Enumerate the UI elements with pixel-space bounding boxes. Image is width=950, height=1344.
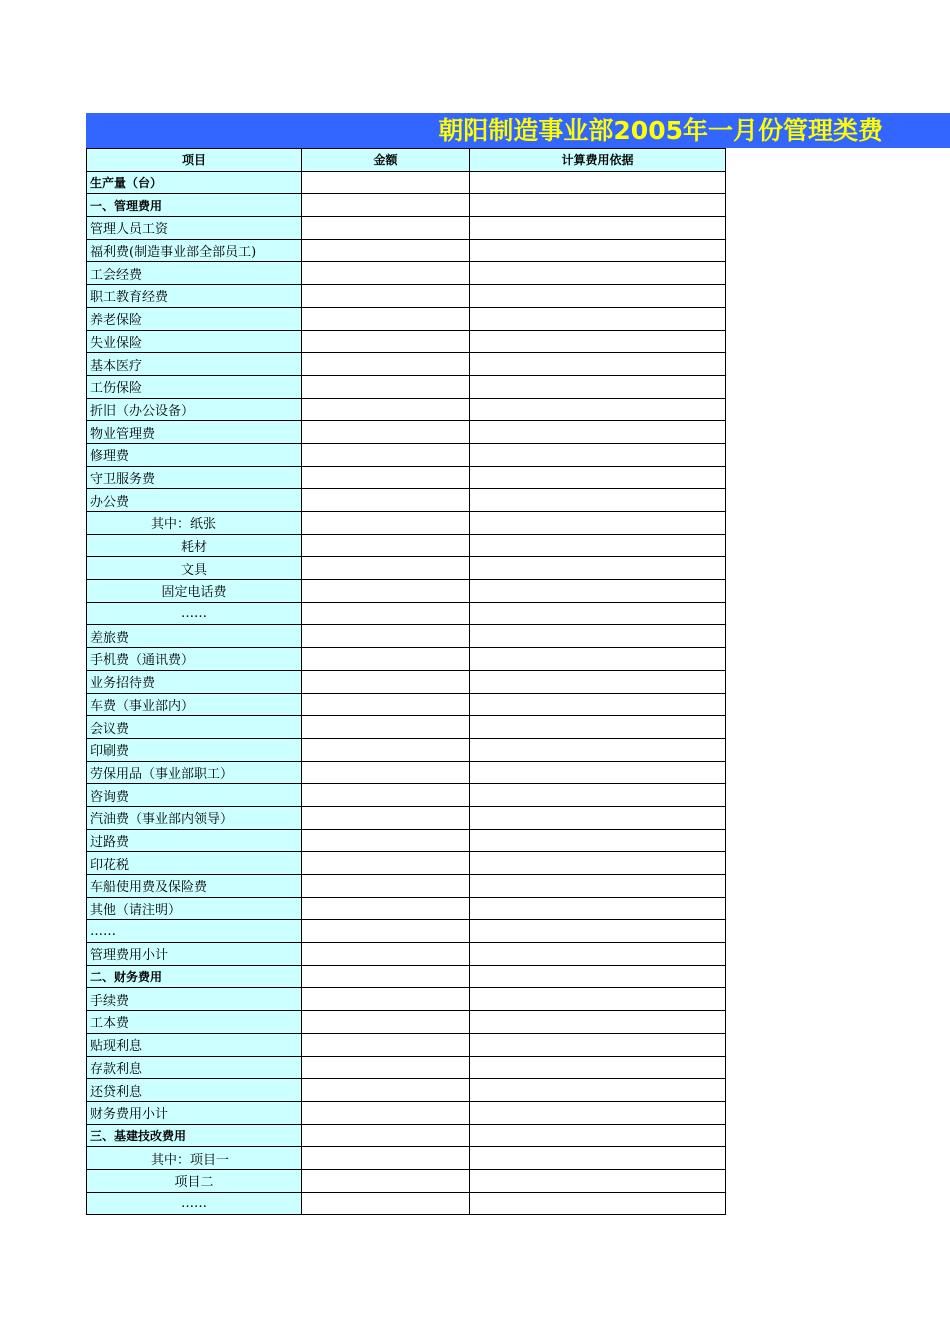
row-label: 其中：项目一 [87, 1147, 302, 1170]
amount-cell[interactable] [302, 988, 470, 1011]
amount-cell[interactable] [302, 920, 470, 943]
basis-cell[interactable] [470, 852, 726, 875]
basis-cell[interactable] [470, 648, 726, 671]
row-label: 福利费(制造事业部全部员工) [87, 239, 302, 262]
basis-cell[interactable] [470, 738, 726, 761]
row-label: 养老保险 [87, 307, 302, 330]
basis-cell[interactable] [470, 217, 726, 240]
amount-cell[interactable] [302, 693, 470, 716]
table-row [87, 466, 726, 489]
header-basis: 计算费用依据 [470, 149, 726, 172]
row-label: 贴现利息 [87, 1033, 302, 1056]
table-row [87, 1192, 726, 1215]
row-label: 财务费用小计 [87, 1101, 302, 1124]
row-label: 工会经费 [87, 262, 302, 285]
table-row [87, 262, 726, 285]
basis-cell[interactable] [470, 716, 726, 739]
table-row [87, 920, 726, 943]
basis-cell[interactable] [470, 1169, 726, 1192]
table-row [87, 988, 726, 1011]
row-label: 失业保险 [87, 330, 302, 353]
amount-cell[interactable] [302, 784, 470, 807]
row-label: 项目二 [87, 1169, 302, 1192]
table-row [87, 761, 726, 784]
table-row [87, 398, 726, 421]
amount-cell[interactable] [302, 534, 470, 557]
basis-cell[interactable] [470, 1101, 726, 1124]
basis-cell[interactable] [470, 761, 726, 784]
amount-cell[interactable] [302, 466, 470, 489]
row-label: 咨询费 [87, 784, 302, 807]
row-label: 守卫服务费 [87, 466, 302, 489]
table-row [87, 375, 726, 398]
table-row [87, 171, 726, 194]
basis-cell[interactable] [470, 897, 726, 920]
basis-cell[interactable] [470, 1192, 726, 1215]
table-row [87, 194, 726, 217]
basis-cell[interactable] [470, 875, 726, 898]
table-row [87, 875, 726, 898]
amount-cell[interactable] [302, 443, 470, 466]
table-row [87, 852, 726, 875]
row-label: 其中：纸张 [87, 512, 302, 535]
row-label: 固定电话费 [87, 580, 302, 603]
amount-cell[interactable] [302, 217, 470, 240]
row-label: …… [87, 1192, 302, 1215]
basis-cell[interactable] [470, 239, 726, 262]
amount-cell[interactable] [302, 965, 470, 988]
row-label: 业务招待费 [87, 670, 302, 693]
basis-cell[interactable] [470, 580, 726, 603]
table-row [87, 443, 726, 466]
amount-cell[interactable] [302, 353, 470, 376]
row-label: 存款利息 [87, 1056, 302, 1079]
basis-cell[interactable] [470, 1011, 726, 1034]
amount-cell[interactable] [302, 897, 470, 920]
amount-cell[interactable] [302, 716, 470, 739]
row-label: 折旧（办公设备） [87, 398, 302, 421]
amount-cell[interactable] [302, 602, 470, 625]
table-row [87, 1169, 726, 1192]
sheet-title: 朝阳制造事业部2005年一月份管理类费 [438, 116, 883, 145]
amount-cell[interactable] [302, 1192, 470, 1215]
row-label: 车费（事业部内） [87, 693, 302, 716]
row-label: 管理人员工资 [87, 217, 302, 240]
amount-cell[interactable] [302, 375, 470, 398]
amount-cell[interactable] [302, 239, 470, 262]
row-label: 二、财务费用 [87, 965, 302, 988]
row-label: 过路费 [87, 829, 302, 852]
basis-cell[interactable] [470, 670, 726, 693]
basis-cell[interactable] [470, 1056, 726, 1079]
table-row [87, 648, 726, 671]
header-amount: 金额 [302, 149, 470, 172]
amount-cell[interactable] [302, 829, 470, 852]
basis-cell[interactable] [470, 806, 726, 829]
amount-cell[interactable] [302, 1147, 470, 1170]
amount-cell[interactable] [302, 307, 470, 330]
amount-cell[interactable] [302, 330, 470, 353]
title-bar [86, 113, 950, 148]
table-row [87, 943, 726, 966]
basis-cell[interactable] [470, 443, 726, 466]
amount-cell[interactable] [302, 1056, 470, 1079]
basis-cell[interactable] [470, 330, 726, 353]
table-row [87, 353, 726, 376]
amount-cell[interactable] [302, 557, 470, 580]
table-row [87, 489, 726, 512]
table-row [87, 580, 726, 603]
row-label: 汽油费（事业部内领导） [87, 806, 302, 829]
header-row [87, 149, 726, 172]
row-label: 工伤保险 [87, 375, 302, 398]
row-label: 职工教育经费 [87, 285, 302, 308]
expense-table [86, 148, 726, 1215]
basis-cell[interactable] [470, 943, 726, 966]
basis-cell[interactable] [470, 1124, 726, 1147]
basis-cell[interactable] [470, 965, 726, 988]
amount-cell[interactable] [302, 171, 470, 194]
amount-cell[interactable] [302, 194, 470, 217]
amount-cell[interactable] [302, 875, 470, 898]
row-label: 印刷费 [87, 738, 302, 761]
row-label: 手机费（通讯费） [87, 648, 302, 671]
row-label: 耗材 [87, 534, 302, 557]
basis-cell[interactable] [470, 988, 726, 1011]
amount-cell[interactable] [302, 670, 470, 693]
table-row [87, 625, 726, 648]
table-row [87, 602, 726, 625]
basis-cell[interactable] [470, 171, 726, 194]
table-row [87, 1079, 726, 1102]
table-row [87, 1101, 726, 1124]
basis-cell[interactable] [470, 829, 726, 852]
table-row [87, 1147, 726, 1170]
basis-cell[interactable] [470, 307, 726, 330]
row-label: 手续费 [87, 988, 302, 1011]
row-label: 管理费用小计 [87, 943, 302, 966]
amount-cell[interactable] [302, 285, 470, 308]
basis-cell[interactable] [470, 262, 726, 285]
basis-cell[interactable] [470, 285, 726, 308]
basis-cell[interactable] [470, 489, 726, 512]
amount-cell[interactable] [302, 1169, 470, 1192]
table-body [87, 171, 726, 1215]
basis-cell[interactable] [470, 693, 726, 716]
basis-cell[interactable] [470, 625, 726, 648]
table-row [87, 239, 726, 262]
row-label: 一、管理费用 [87, 194, 302, 217]
row-label: …… [87, 920, 302, 943]
table-row [87, 307, 726, 330]
row-label: 三、基建技改费用 [87, 1124, 302, 1147]
basis-cell[interactable] [470, 557, 726, 580]
amount-cell[interactable] [302, 1101, 470, 1124]
table-row [87, 738, 726, 761]
amount-cell[interactable] [302, 852, 470, 875]
amount-cell[interactable] [302, 262, 470, 285]
table-row [87, 557, 726, 580]
basis-cell[interactable] [470, 534, 726, 557]
amount-cell[interactable] [302, 489, 470, 512]
basis-cell[interactable] [470, 466, 726, 489]
table-row [87, 1011, 726, 1034]
table-row [87, 806, 726, 829]
row-label: 会议费 [87, 716, 302, 739]
amount-cell[interactable] [302, 1011, 470, 1034]
amount-cell[interactable] [302, 421, 470, 444]
table-row [87, 784, 726, 807]
row-label: 劳保用品（事业部职工） [87, 761, 302, 784]
basis-cell[interactable] [470, 398, 726, 421]
basis-cell[interactable] [470, 194, 726, 217]
table-row [87, 1056, 726, 1079]
basis-cell[interactable] [470, 1079, 726, 1102]
amount-cell[interactable] [302, 943, 470, 966]
row-label: 还贷利息 [87, 1079, 302, 1102]
amount-cell[interactable] [302, 625, 470, 648]
amount-cell[interactable] [302, 398, 470, 421]
row-label: 车船使用费及保险费 [87, 875, 302, 898]
amount-cell[interactable] [302, 761, 470, 784]
amount-cell[interactable] [302, 512, 470, 535]
table-row [87, 716, 726, 739]
row-label: 修理费 [87, 443, 302, 466]
basis-cell[interactable] [470, 421, 726, 444]
row-label: 印花税 [87, 852, 302, 875]
table-row [87, 421, 726, 444]
table-row [87, 1033, 726, 1056]
row-label: 工本费 [87, 1011, 302, 1034]
table-row [87, 670, 726, 693]
table-row [87, 693, 726, 716]
basis-cell[interactable] [470, 1147, 726, 1170]
table-row [87, 217, 726, 240]
table-row [87, 330, 726, 353]
table-row [87, 534, 726, 557]
row-label: 基本医疗 [87, 353, 302, 376]
amount-cell[interactable] [302, 1033, 470, 1056]
row-label: …… [87, 602, 302, 625]
basis-cell[interactable] [470, 375, 726, 398]
table-row [87, 1124, 726, 1147]
amount-cell[interactable] [302, 806, 470, 829]
amount-cell[interactable] [302, 648, 470, 671]
amount-cell[interactable] [302, 1124, 470, 1147]
basis-cell[interactable] [470, 512, 726, 535]
table-row [87, 829, 726, 852]
basis-cell[interactable] [470, 1033, 726, 1056]
table-row [87, 285, 726, 308]
header-item: 项目 [87, 149, 302, 172]
row-label: 物业管理费 [87, 421, 302, 444]
amount-cell[interactable] [302, 738, 470, 761]
table-row [87, 512, 726, 535]
table-row [87, 965, 726, 988]
table-row [87, 897, 726, 920]
row-label: 其他（请注明） [87, 897, 302, 920]
row-label: 文具 [87, 557, 302, 580]
row-label: 办公费 [87, 489, 302, 512]
basis-cell[interactable] [470, 784, 726, 807]
basis-cell[interactable] [470, 353, 726, 376]
row-label: 生产量（台） [87, 171, 302, 194]
amount-cell[interactable] [302, 580, 470, 603]
amount-cell[interactable] [302, 1079, 470, 1102]
basis-cell[interactable] [470, 602, 726, 625]
row-label: 差旅费 [87, 625, 302, 648]
basis-cell[interactable] [470, 920, 726, 943]
